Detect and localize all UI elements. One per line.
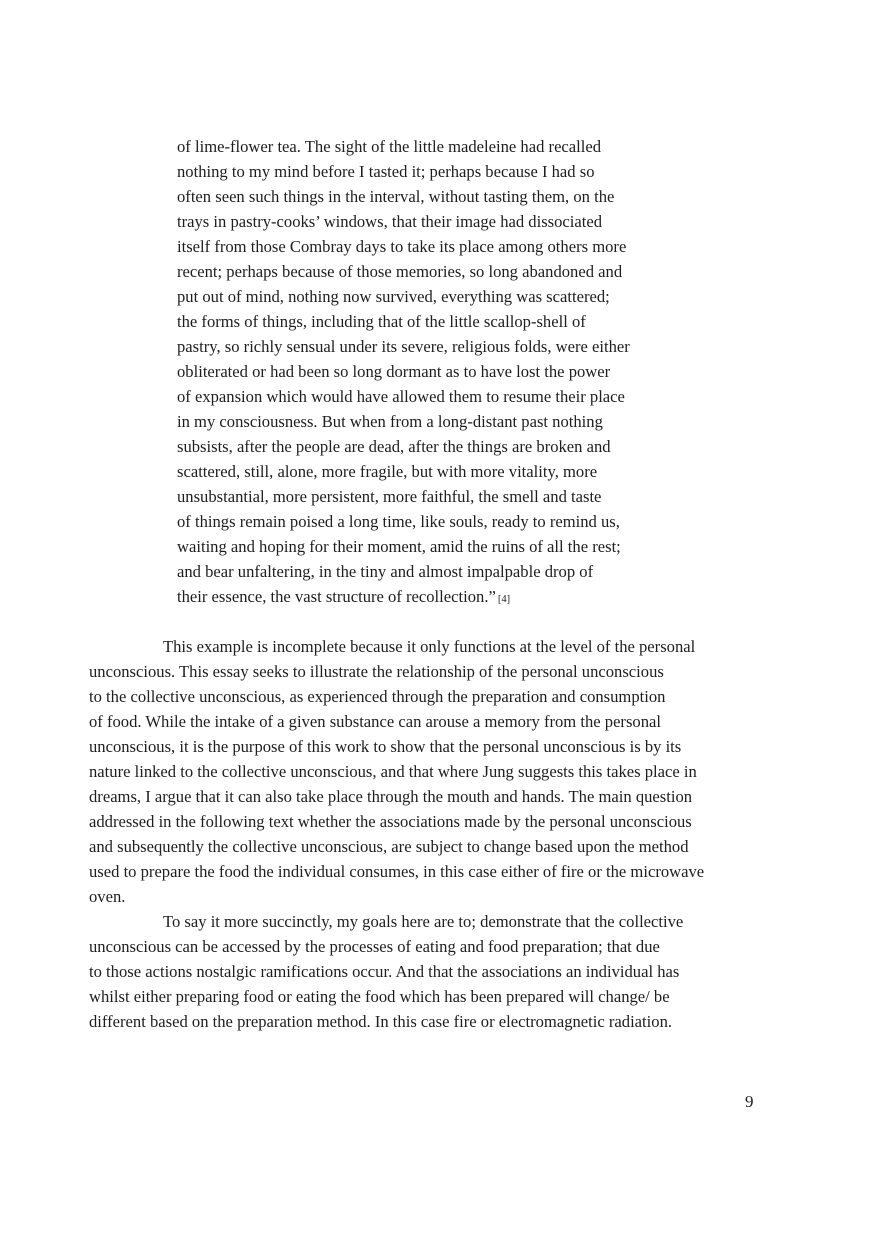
paragraph-line: to the collective unconscious, as experienced through the preparation and consumption	[89, 687, 666, 706]
quote-line-last	[177, 584, 677, 612]
block-quote	[177, 134, 677, 612]
paragraph-line: To say it more succinctly, my goals here are to; demonstrate that the collective	[163, 912, 684, 931]
page-number: 9	[745, 1092, 754, 1111]
quote-line: recent; perhaps because of those memories, so long abandoned and	[177, 262, 623, 281]
quote-line: scattered, still, alone, more fragile, but with more vitality, more	[177, 462, 598, 481]
paragraph-line: of food. While the intake of a given substance can arouse a memory from the personal	[89, 712, 661, 731]
paragraph-line: unconscious, it is the purpose of this work to show that the personal unconscious is by its	[89, 737, 682, 756]
paragraph-line: unconscious. This essay seeks to illustrate the relationship of the personal unconscious	[89, 662, 664, 681]
quote-line: put out of mind, nothing now survived, everything was scattered;	[177, 287, 610, 306]
quote-line: of lime-flower tea. The sight of the little madeleine had recalled	[177, 137, 602, 156]
quote-line: in my consciousness. But when from a long-distant past nothing	[177, 412, 603, 431]
paragraph-line: different based on the preparation method. In this case fire or electromagnetic radiation.	[89, 1012, 673, 1031]
quote-line: obliterated or had been so long dormant as to have lost the power	[177, 362, 611, 381]
quote-line: and bear unfaltering, in the tiny and almost impalpable drop of	[177, 562, 594, 581]
paragraph-line: oven.	[89, 887, 126, 906]
paragraph-line: to those actions nostalgic ramifications occur. And that the associations an individual has	[89, 962, 680, 981]
paragraph-line: addressed in the following text whether the associations made by the personal unconscious	[89, 812, 692, 831]
quote-line: trays in pastry-cooks’ windows, that their image had dissociated	[177, 212, 603, 231]
paragraph-line: nature linked to the collective unconscious, and that where Jung suggests this takes place in	[89, 762, 697, 781]
paragraph-line: used to prepare the food the individual consumes, in this case either of fire or the microwave	[89, 862, 705, 881]
quote-line: often seen such things in the interval, without tasting them, on the	[177, 187, 615, 206]
body-text	[89, 634, 769, 1034]
paragraph-2	[89, 909, 769, 1034]
quote-line: the forms of things, including that of the little scallop-shell of	[177, 312, 586, 331]
quote-text: their essence, the vast structure of recollection.”	[177, 587, 496, 606]
quote-line: waiting and hoping for their moment, amid the ruins of all the rest;	[177, 537, 621, 556]
quote-line: subsists, after the people are dead, after the things are broken and	[177, 437, 611, 456]
quote-line: unsubstantial, more persistent, more faithful, the smell and taste	[177, 487, 602, 506]
quote-line: itself from those Combray days to take its place among others more	[177, 237, 627, 256]
paragraph-1	[89, 634, 769, 909]
paragraph-line: unconscious can be accessed by the processes of eating and food preparation; that due	[89, 937, 660, 956]
paragraph-line: and subsequently the collective unconscious, are subject to change based upon the method	[89, 837, 689, 856]
quote-line: of expansion which would have allowed them to resume their place	[177, 387, 625, 406]
quote-line: nothing to my mind before I tasted it; perhaps because I had so	[177, 162, 595, 181]
quote-line: pastry, so richly sensual under its severe, religious folds, were either	[177, 337, 630, 356]
paragraph-line: dreams, I argue that it can also take place through the mouth and hands. The main question	[89, 787, 693, 806]
paragraph-line: whilst either preparing food or eating the food which has been prepared will change/ be	[89, 987, 670, 1006]
paragraph-line: This example is incomplete because it only functions at the level of the personal	[163, 637, 696, 656]
footnote-reference[interactable]: [4]	[497, 594, 511, 605]
quote-line: of things remain poised a long time, like souls, ready to remind us,	[177, 512, 620, 531]
